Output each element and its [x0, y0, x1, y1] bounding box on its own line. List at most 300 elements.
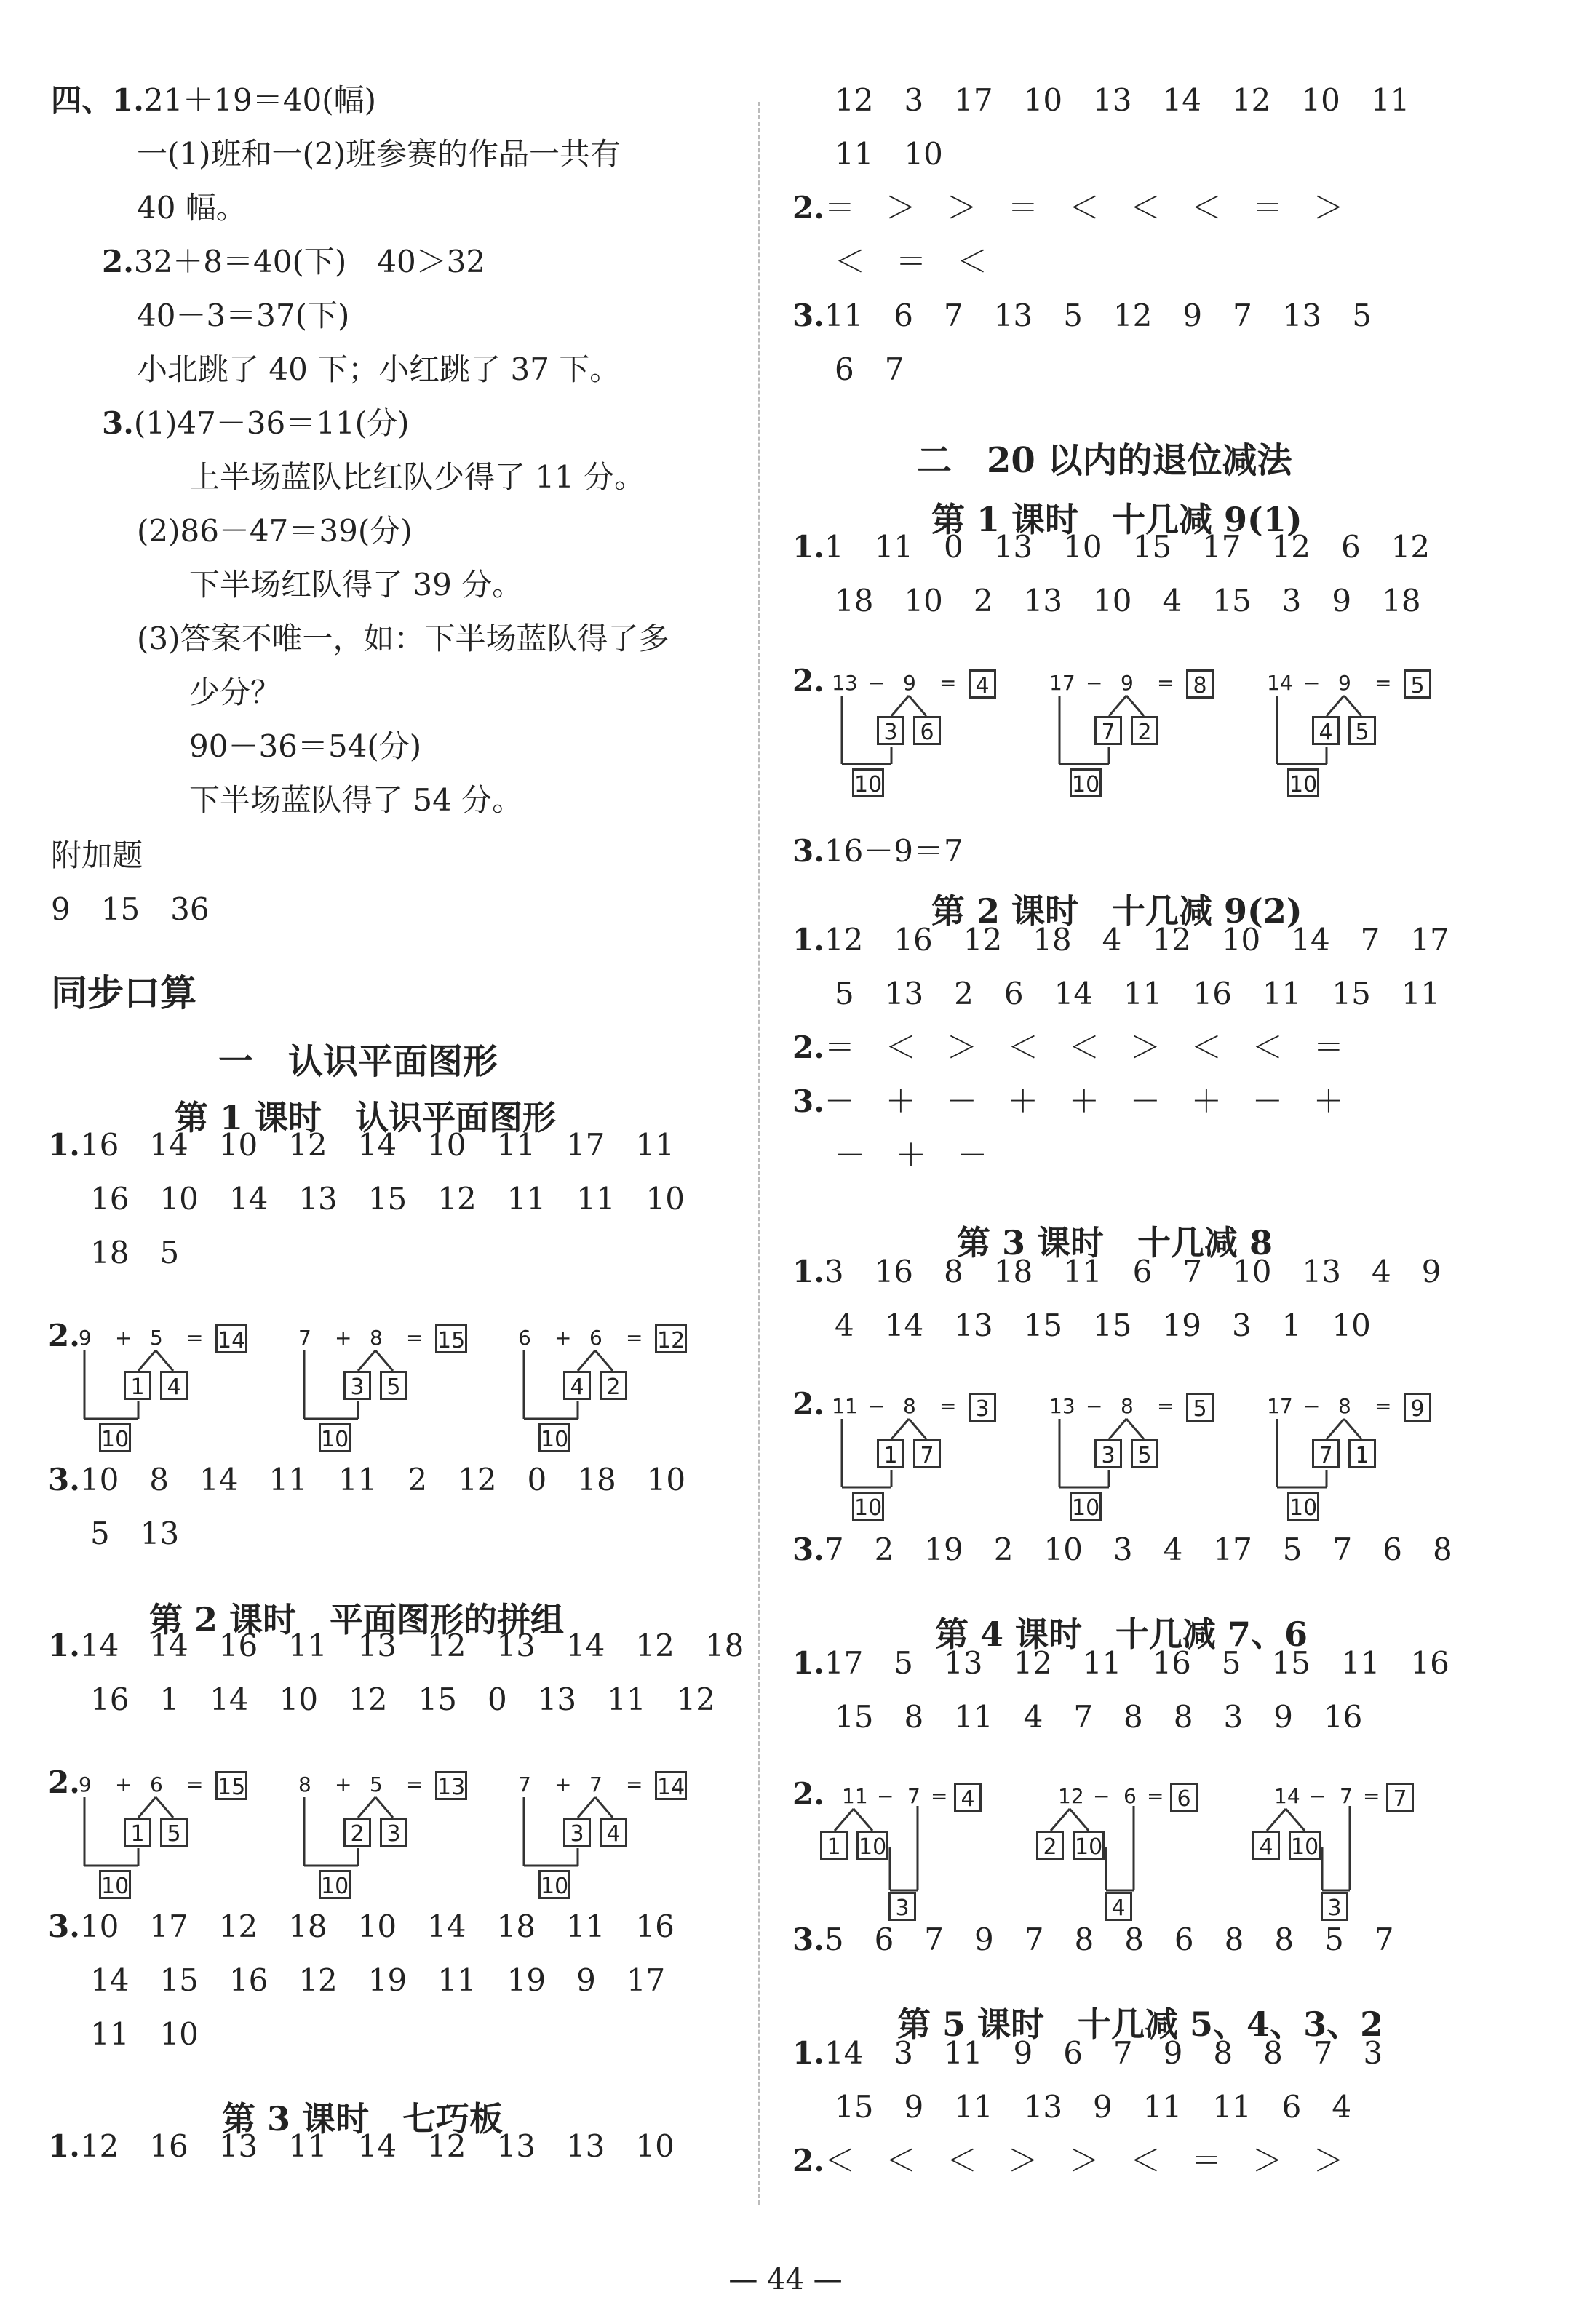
diagram-operator: − — [877, 1784, 894, 1808]
question-label — [48, 1761, 80, 1804]
diagram-number-a: 17 — [1267, 1394, 1293, 1418]
lesson-title: 第 2 课时 平面图形的拼组 — [149, 1600, 565, 1639]
diagram-result-box: 7 — [1386, 1783, 1414, 1812]
diagram-number-a: 11 — [842, 1784, 868, 1808]
diagram-split-box-1: 7 — [1312, 1439, 1340, 1468]
diagram-split-box-1: 1 — [124, 1371, 151, 1400]
left-answer-text: 下半场红队得了 39 分。 — [189, 567, 523, 602]
diagram-bottom-box: 3 — [888, 1892, 916, 1921]
answer-label: 3. — [792, 833, 824, 869]
answer-line-text: 16 1 14 10 12 15 0 13 11 12 — [90, 1682, 715, 1717]
answer-line-text: 14 3 11 9 6 7 9 8 8 7 3 — [824, 2035, 1383, 2071]
diagram-line — [578, 1797, 595, 1818]
answer-line — [48, 1123, 675, 1167]
answer-line — [792, 1695, 1362, 1739]
answer-line-text: 17 5 13 12 11 16 5 15 11 16 — [824, 1645, 1449, 1681]
answer-line-text: 15 9 11 13 9 11 11 6 4 — [835, 2089, 1352, 2125]
left-answer-text: 一(1)班和一(2)班参赛的作品一共有 — [137, 136, 621, 172]
diagram-split-box-1: 7 — [1094, 716, 1122, 745]
diagram-line — [1267, 1809, 1286, 1831]
diagram-equals: = — [626, 1772, 643, 1796]
diagram-ten-box: 10 — [1070, 1492, 1102, 1521]
make-ten-diagram — [1049, 671, 1282, 795]
answer-line — [792, 1080, 1344, 1123]
question-number: 2. — [48, 1318, 80, 1353]
left-answer-text: 32＋8＝40(下) 40＞32 — [133, 244, 486, 279]
diagram-line — [375, 1350, 393, 1371]
diagram-ten-box: 10 — [538, 1423, 570, 1452]
diagram-ten-box: 10 — [538, 1870, 570, 1899]
diagram-split-box-1: 3 — [1094, 1439, 1122, 1468]
diagram-result-box: 6 — [1170, 1783, 1198, 1812]
answer-line-text: 18 10 2 13 10 4 15 3 9 18 — [835, 583, 1421, 618]
diagram-line — [578, 1350, 595, 1371]
diagram-split-box-1: 1 — [877, 1439, 904, 1468]
section-title: 同步口算 — [51, 972, 196, 1014]
answer-line-text: ＜ ＜ ＜ ＞ ＞ ＜ ＝ ＞ ＞ — [824, 2143, 1344, 2178]
diagram-split-box-2: 5 — [1131, 1439, 1158, 1468]
diagram-result-box: 3 — [969, 1393, 996, 1422]
left-answer-line — [51, 834, 143, 878]
answer-line — [48, 1905, 675, 1949]
diagram-operator: − — [868, 671, 886, 695]
left-answer-text: 少分？ — [189, 674, 282, 710]
answer-line-text: 11 10 — [835, 136, 943, 172]
left-answer-line — [102, 402, 409, 445]
diagram-number-b: 8 — [903, 1394, 916, 1418]
diagram-split-box-2: 4 — [160, 1371, 188, 1400]
left-answer-text: 小北跳了 40 下；小红跳了 37 下。 — [137, 351, 621, 387]
diagram-number-b: 8 — [1121, 1394, 1134, 1418]
answer-line — [792, 132, 943, 176]
answer-line — [792, 1641, 1449, 1685]
diagram-line — [156, 1797, 173, 1818]
diagram-result-box: 9 — [1404, 1393, 1431, 1422]
diagram-equals: = — [939, 671, 957, 695]
left-answer-text: 90－36＝54(分) — [189, 728, 422, 764]
diagram-line — [156, 1350, 173, 1371]
answer-line-text: 12 16 13 11 14 12 13 13 10 — [79, 2128, 675, 2164]
diagram-line — [1109, 1419, 1126, 1439]
left-answer-text: 40 幅。 — [137, 190, 247, 226]
answer-line — [792, 2085, 1351, 2129]
diagram-split-box-2: 2 — [1131, 716, 1158, 745]
question-number: 2. — [792, 1386, 824, 1422]
diagram-line — [1327, 1419, 1344, 1439]
make-ten-diagram — [518, 1772, 751, 1899]
answer-line-label: 1. — [792, 922, 824, 958]
diagram-split-box-2: 4 — [600, 1818, 627, 1847]
left-answer-line — [137, 294, 349, 338]
diagram-line — [1344, 696, 1361, 716]
answer-line-text: 7 2 19 2 10 3 4 17 5 7 6 8 — [824, 1532, 1452, 1567]
diagram-equals: = — [1157, 671, 1174, 695]
diagram-split-box-1: 4 — [1312, 716, 1340, 745]
diagram-line — [1327, 696, 1344, 716]
left-answer-line — [51, 79, 376, 122]
answer-line — [792, 1304, 1371, 1348]
diagram-split-box-1: 3 — [563, 1818, 591, 1847]
diagram-ten-box: 10 — [319, 1423, 351, 1452]
answer-line-text: 18 5 — [90, 1235, 180, 1270]
diagram-equals: = — [406, 1326, 423, 1350]
answer-line-text: ＝ ＞ ＞ ＝ ＜ ＜ ＜ ＝ ＞ — [824, 190, 1344, 226]
lesson-title: 第 5 课时 十几减 5、4、3、2 — [897, 2005, 1384, 2044]
answer-line-label: 2. — [792, 1030, 824, 1065]
diagram-split-box-1: 1 — [820, 1831, 848, 1860]
lesson-title: 第 4 课时 十几减 7、6 — [935, 1615, 1308, 1654]
diagram-number-a: 8 — [298, 1772, 311, 1796]
answer-line — [792, 1250, 1441, 1294]
answer-line — [792, 2031, 1383, 2075]
diagram-line — [1109, 696, 1126, 716]
diagram-line — [854, 1809, 872, 1831]
diagram-split-box-2: 6 — [913, 716, 941, 745]
diagram-split-box-1: 4 — [1252, 1831, 1280, 1860]
diagram-split-box-2: 3 — [380, 1818, 407, 1847]
diagram-line — [1344, 1419, 1361, 1439]
diagram-operator: + — [115, 1326, 132, 1350]
answer-line-text: 15 8 11 4 7 8 8 3 9 16 — [835, 1699, 1363, 1735]
unit-title-1: 一 认识平面图形 — [218, 1041, 498, 1082]
diagram-result-box: 12 — [655, 1324, 687, 1353]
left-answer-label: 2. — [102, 244, 134, 279]
answer-line-label: 1. — [792, 529, 824, 565]
diagram-equals: = — [939, 1394, 957, 1418]
diagram-operator: − — [1303, 1394, 1321, 1418]
left-answer-line — [189, 563, 522, 607]
left-answer-line — [189, 455, 645, 499]
unit-title-2: 二 20 以内的退位减法 — [917, 440, 1292, 481]
diagram-equals: = — [186, 1772, 204, 1796]
diagram-operator: + — [335, 1326, 352, 1350]
diagram-number-b: 7 — [1340, 1784, 1353, 1808]
diagram-bottom-box: 3 — [1321, 1892, 1348, 1921]
left-answer-line — [137, 132, 621, 176]
diagram-equals: = — [1157, 1394, 1174, 1418]
diagram-split-box-1: 2 — [343, 1818, 371, 1847]
diagram-operator: − — [1309, 1784, 1327, 1808]
diagram-result-box: 15 — [435, 1324, 467, 1353]
left-answer-label: 四、1. — [51, 82, 144, 118]
diagram-equals: = — [1147, 1784, 1164, 1808]
diagram-split-box-1: 4 — [563, 1371, 591, 1400]
diagram-result-box: 8 — [1186, 669, 1214, 699]
diagram-equals: = — [931, 1784, 948, 1808]
answer-line-text: 6 7 — [835, 351, 904, 387]
answer-line-label: 1. — [48, 1127, 80, 1163]
diagram-line — [835, 1809, 854, 1831]
answer-line-text: 3 16 8 18 11 6 7 10 13 4 9 — [824, 1254, 1441, 1289]
make-ten-diagram — [832, 671, 1065, 795]
diagram-number-b: 5 — [370, 1772, 383, 1796]
answer-line-text: 14 14 16 11 13 12 13 14 12 18 — [79, 1628, 744, 1663]
diagram-line — [595, 1797, 613, 1818]
diagram-number-a: 7 — [298, 1326, 311, 1350]
diagram-line — [1126, 1419, 1144, 1439]
diagram-split-box-1: 2 — [1036, 1831, 1064, 1860]
left-answer-text: 上半场蓝队比红队少得了 11 分。 — [189, 459, 645, 495]
make-ten-diagram — [79, 1326, 311, 1452]
diagram-ten-box: 10 — [319, 1870, 351, 1899]
answer-line-text: 5 13 2 6 14 11 16 11 15 11 — [835, 976, 1441, 1011]
answer-line — [792, 2139, 1344, 2183]
diagram-bottom-box: 4 — [1105, 1892, 1132, 1921]
diagram-number-b: 7 — [589, 1772, 602, 1796]
answer-line-label: 1. — [792, 1645, 824, 1681]
diagram-split-box-2: 10 — [1073, 1831, 1105, 1860]
diagram-operator: + — [554, 1772, 572, 1796]
answer-line-text: － ＋ － ＋ ＋ － ＋ － ＋ — [824, 1083, 1344, 1119]
question-label — [792, 1382, 824, 1426]
diagram-equals: = — [1375, 1394, 1392, 1418]
diagram-line — [1070, 1809, 1089, 1831]
lesson-title: 第 3 课时 十几减 8 — [957, 1223, 1273, 1262]
lesson-title: 第 3 课时 七巧板 — [222, 2099, 504, 2138]
answer-line-text: 12 3 17 10 13 14 12 10 11 — [835, 82, 1410, 118]
diagram-operator: + — [554, 1326, 572, 1350]
diagram-ten-box: 10 — [1070, 768, 1102, 797]
make-ten-diagram — [79, 1772, 311, 1899]
diagram-split-box-1: 3 — [877, 716, 904, 745]
diagram-line — [138, 1797, 156, 1818]
answer-line — [792, 79, 1409, 122]
answer-line-text: 16 14 10 12 14 10 11 17 11 — [79, 1127, 675, 1163]
diagram-ten-box: 10 — [99, 1870, 131, 1899]
diagram-split-box-1: 3 — [343, 1371, 371, 1400]
answer-line — [48, 1458, 685, 1502]
make-ten-diagram — [1267, 671, 1500, 795]
diagram-operator: − — [1093, 1784, 1110, 1808]
diagram-number-a: 9 — [79, 1772, 92, 1796]
left-answer-line — [137, 348, 620, 391]
answer-line — [792, 918, 1449, 962]
diagram-number-b: 7 — [907, 1784, 920, 1808]
lesson-title: 第 1 课时 认识平面图形 — [175, 1098, 557, 1137]
left-answer-text: 下半场蓝队得了 54 分。 — [189, 782, 523, 818]
lesson-title: 第 1 课时 十几减 9(1) — [931, 500, 1302, 539]
diagram-line — [1126, 696, 1144, 716]
question-label — [48, 1314, 80, 1358]
diagram-number-b: 6 — [589, 1326, 602, 1350]
question-number: 2. — [792, 663, 824, 699]
column-divider — [758, 102, 760, 2205]
diagram-number-a: 17 — [1049, 671, 1075, 695]
diagram-split-box-2: 10 — [856, 1831, 888, 1860]
diagram-line — [909, 696, 926, 716]
diagram-result-box: 4 — [954, 1783, 982, 1812]
make-ten-diagram — [1267, 1394, 1500, 1521]
break-ten-diagram — [1242, 1784, 1475, 1921]
answer-line-label: 1. — [48, 2128, 80, 2164]
diagram-split-box-2: 10 — [1289, 1831, 1321, 1860]
diagram-equals: = — [1363, 1784, 1380, 1808]
answer-line-text: 11 10 — [90, 2016, 199, 2052]
answer-line-text: 10 8 14 11 11 2 12 0 18 10 — [79, 1462, 686, 1497]
left-answer-line — [189, 725, 421, 768]
answer-line — [48, 1231, 179, 1275]
answer-line — [792, 1918, 1394, 1962]
answer-line — [792, 1026, 1344, 1070]
diagram-result-box: 14 — [215, 1324, 247, 1353]
answer-line — [48, 1512, 179, 1556]
answer-line-label: 2. — [792, 2143, 824, 2178]
diagram-equals: = — [406, 1772, 423, 1796]
answer-line — [48, 2013, 199, 2056]
diagram-split-box-2: 5 — [1348, 716, 1376, 745]
answer-line — [48, 1177, 685, 1221]
diagram-number-b: 8 — [370, 1326, 383, 1350]
diagram-number-b: 9 — [1338, 671, 1351, 695]
answer-line — [48, 1959, 665, 2002]
diagram-number-b: 6 — [1123, 1784, 1137, 1808]
make-ten-diagram — [298, 1326, 531, 1452]
diagram-ten-box: 10 — [852, 1492, 884, 1521]
diagram-number-a: 13 — [832, 671, 858, 695]
answer-line-label: 3. — [792, 298, 824, 333]
diagram-equals: = — [626, 1326, 643, 1350]
left-answer-line — [102, 240, 485, 284]
answer-line-text: 4 14 13 15 15 19 3 1 10 — [835, 1308, 1371, 1343]
answer-line — [792, 1134, 987, 1177]
diagram-split-box-2: 7 — [913, 1439, 941, 1468]
diagram-split-box-1: 1 — [124, 1818, 151, 1847]
answer-line — [792, 1528, 1452, 1572]
left-answer-text: (3)答案不唯一，如：下半场蓝队得了多 — [137, 621, 669, 656]
diagram-line — [891, 1419, 909, 1439]
left-answer-text: 21＋19＝40(幅) — [143, 82, 376, 118]
left-answer-text: 附加题 — [51, 837, 143, 873]
diagram-line — [358, 1350, 375, 1371]
answer-line-label: 1. — [792, 2035, 824, 2071]
answer-line — [792, 348, 904, 391]
answer-line-label: 2. — [792, 190, 824, 226]
diagram-number-a: 14 — [1274, 1784, 1300, 1808]
answer-line-label: 1. — [48, 1628, 80, 1663]
diagram-number-a: 13 — [1049, 1394, 1075, 1418]
left-answer-text: 40－3＝37(下) — [137, 298, 350, 333]
answer-line-text: 14 15 16 12 19 11 19 9 17 — [90, 1962, 666, 1998]
break-ten-diagram — [1026, 1784, 1259, 1921]
diagram-result-box: 5 — [1404, 669, 1431, 699]
answer-line-text: 10 17 12 18 10 14 18 11 16 — [79, 1909, 675, 1944]
answer-line-text: 5 13 — [90, 1516, 180, 1551]
answer-line — [792, 186, 1344, 230]
answer-line-label: 3. — [48, 1909, 80, 1944]
diagram-number-a: 9 — [79, 1326, 92, 1350]
diagram-operator: + — [335, 1772, 352, 1796]
diagram-result-box: 13 — [435, 1771, 467, 1800]
diagram-operator: − — [868, 1394, 886, 1418]
diagram-line — [375, 1797, 393, 1818]
diagram-operator: − — [1303, 671, 1321, 695]
question-label — [792, 659, 824, 703]
left-answer-line — [137, 509, 413, 553]
answer-line — [792, 240, 987, 284]
left-answer-text: (1)47－36＝11(分) — [133, 405, 410, 441]
page-number: — 44 — — [728, 2263, 843, 2296]
diagram-result-box: 14 — [655, 1771, 687, 1800]
answer-line-label: 3. — [792, 1532, 824, 1567]
diagram-line — [909, 1419, 926, 1439]
answer-line-text: － ＋ － — [835, 1137, 988, 1173]
answer-line-text: 1 11 0 13 10 15 17 12 6 12 — [824, 529, 1431, 565]
make-ten-diagram — [298, 1772, 531, 1899]
make-ten-diagram — [518, 1326, 751, 1452]
left-answer-line — [137, 186, 247, 230]
diagram-split-box-2: 1 — [1348, 1439, 1376, 1468]
answer-line-label: 3. — [792, 1922, 824, 1957]
left-answer-line — [137, 617, 669, 661]
diagram-result-box: 5 — [1186, 1393, 1214, 1422]
answer-line — [792, 829, 963, 873]
answer-line-text: 16 10 14 13 15 12 11 11 10 — [90, 1181, 685, 1217]
diagram-result-box: 15 — [215, 1771, 247, 1800]
break-ten-diagram — [810, 1784, 1043, 1921]
lesson-title: 第 2 课时 十几减 9(2) — [931, 891, 1302, 931]
answer-line-label: 3. — [792, 1083, 824, 1119]
diagram-number-b: 8 — [1338, 1394, 1351, 1418]
make-ten-diagram — [1049, 1394, 1282, 1521]
answer-line-text: 11 6 7 13 5 12 9 7 13 5 — [824, 298, 1372, 333]
left-answer-label: 3. — [102, 405, 134, 441]
left-answer-line — [189, 671, 281, 715]
diagram-line — [891, 696, 909, 716]
diagram-number-b: 6 — [150, 1772, 163, 1796]
diagram-number-b: 5 — [150, 1326, 163, 1350]
diagram-ten-box: 10 — [1287, 1492, 1319, 1521]
answer-line — [48, 1678, 715, 1722]
answer-line — [48, 1624, 744, 1668]
diagram-line — [138, 1350, 156, 1371]
diagram-split-box-2: 2 — [600, 1371, 627, 1400]
answer-line-text: ＜ ＝ ＜ — [835, 244, 988, 279]
diagram-operator: − — [1086, 671, 1103, 695]
diagram-operator: + — [115, 1772, 132, 1796]
diagram-ten-box: 10 — [1287, 768, 1319, 797]
left-answer-line — [51, 888, 210, 931]
diagram-line — [595, 1350, 613, 1371]
question-number: 2. — [792, 1776, 824, 1812]
diagram-operator: − — [1086, 1394, 1103, 1418]
answer-text: 16－9＝7 — [824, 833, 963, 869]
diagram-number-b: 9 — [903, 671, 916, 695]
diagram-equals: = — [186, 1326, 204, 1350]
left-answer-text: (2)86－47＝39(分) — [137, 513, 413, 549]
answer-line — [792, 294, 1372, 338]
diagram-number-b: 9 — [1121, 671, 1134, 695]
diagram-line — [1051, 1809, 1070, 1831]
diagram-ten-box: 10 — [99, 1423, 131, 1452]
answer-line-text: 12 16 12 18 4 12 10 14 7 17 — [824, 922, 1449, 958]
diagram-equals: = — [1375, 671, 1392, 695]
diagram-number-a: 11 — [832, 1394, 858, 1418]
question-number: 2. — [48, 1764, 80, 1800]
diagram-ten-box: 10 — [852, 768, 884, 797]
left-answer-line — [189, 779, 522, 822]
diagram-result-box: 4 — [969, 669, 996, 699]
diagram-split-box-2: 5 — [160, 1818, 188, 1847]
answer-line — [792, 579, 1421, 623]
make-ten-diagram — [832, 1394, 1065, 1521]
left-answer-text: 9 15 36 — [51, 891, 210, 927]
answer-line — [792, 972, 1440, 1016]
diagram-number-a: 12 — [1058, 1784, 1084, 1808]
answer-line-text: ＝ ＜ ＞ ＜ ＜ ＞ ＜ ＜ ＝ — [824, 1030, 1344, 1065]
diagram-number-a: 7 — [518, 1772, 531, 1796]
answer-line-label: 3. — [48, 1462, 80, 1497]
diagram-number-a: 14 — [1267, 671, 1293, 695]
